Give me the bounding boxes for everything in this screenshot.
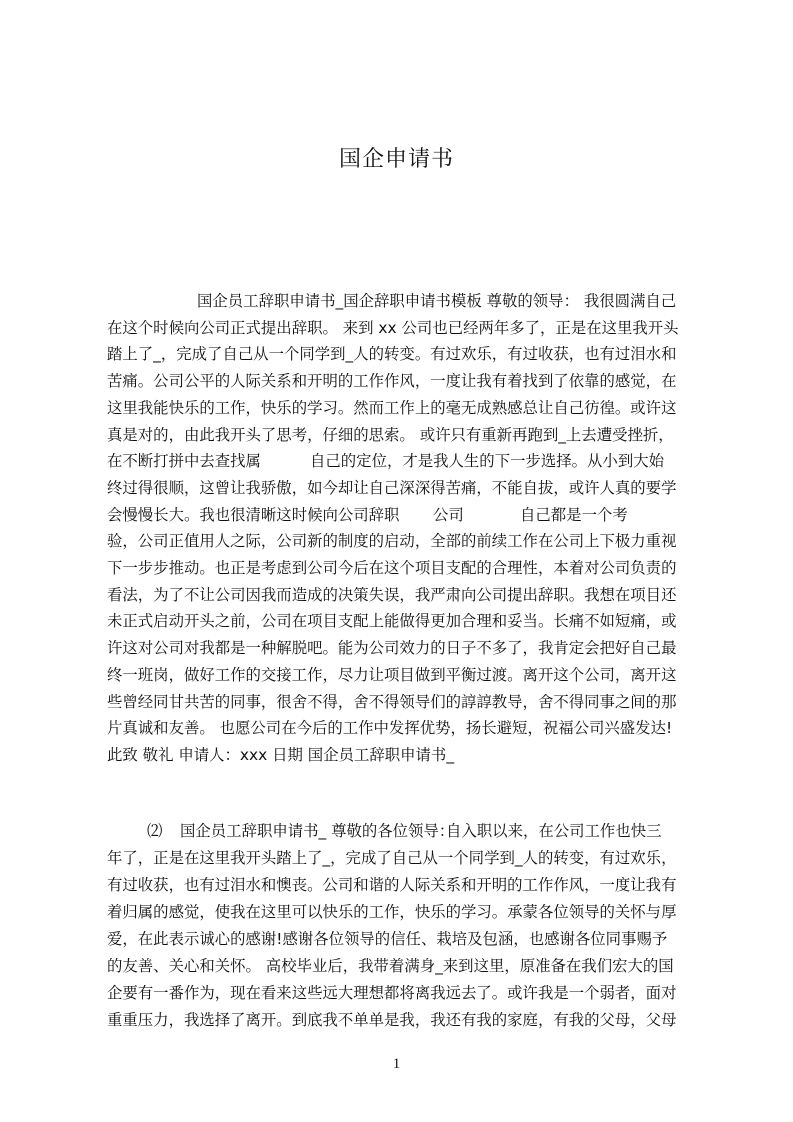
text-segment: 苦痛。公司公平的人际关系和开明的工作作风，一度让我有着找到了依靠的感觉，在: [107, 372, 677, 391]
section2-paragraph-line: [107, 955, 698, 977]
text-segment: 些曾经同甘共苦的同事，很舍不得，舍不得领导们的諄諄教导，舍不得同事之间的那: [107, 692, 677, 711]
section1-paragraph-line: [107, 664, 698, 686]
section2-paragraph-line: [107, 901, 698, 923]
text-segment: 在这个时候向公司正式提出辞职。 来到 xx 公司也已经两年多了，正是在这里我开头: [107, 318, 679, 337]
text-segment: 国企员工辞职申请书_国企辞职申请书模板 尊敬的领导： 我很圆满自己: [197, 292, 677, 310]
text-segment: 这里我能快乐的工作，快乐的学习。然而工作上的毫无成熟感总让自己彷徨。或许这: [107, 398, 677, 417]
text-segment: 真是对的，由此我开头了思考，仔细的思索。 或许只有重新再跑到_上去遭受挫折，: [107, 425, 674, 444]
section1-paragraph-line: [107, 343, 698, 365]
section1-paragraph-line: [107, 290, 698, 312]
text-segment: 看法，为了不让公司因我而造成的决策失误，我严肃向公司提出辞职。我想在项目还: [107, 585, 677, 604]
section1-paragraph-line: [107, 584, 698, 606]
section2-paragraph-line: [107, 874, 698, 896]
text-segment: 的友善、关心和关怀。 高校毕业后，我带着满身_来到这里，原准备在我们宏大的国: [107, 957, 674, 975]
section1-paragraph-line: [107, 477, 698, 499]
section1-paragraph-line: [107, 744, 698, 766]
text-segment: 自入职以来，在公司工作也快三: [446, 822, 662, 840]
section1-paragraph-line: [107, 717, 698, 739]
section1-paragraph-line: [107, 610, 698, 632]
text-segment: 会慢慢长大。我也很清晰这时候向公司辞职: [107, 505, 400, 524]
section2-paragraph-line: [107, 982, 698, 1004]
section1-paragraph-line: [107, 691, 698, 713]
text-segment: 在不断打拼中去查找属: [107, 452, 261, 471]
section1-paragraph-line: [107, 317, 698, 339]
section1-paragraph-line: [107, 450, 698, 472]
text-segment: 重重压力，我选择了离开。到底我不单单是我，我还有我的家庭，有我的父母，父母: [107, 1011, 677, 1029]
section1-paragraph-line: [107, 504, 698, 526]
section1-paragraph-line: [107, 530, 698, 552]
section2-paragraph-line: [107, 928, 698, 950]
section1-paragraph-line: [107, 424, 698, 446]
text-segment: 许这对公司对我都是一种解脱吧。能为公司效力的日子不多了，我肯定会把好自己最: [107, 639, 677, 658]
text-segment: 下一步步推动。也正是考虑到公司今后在这个项目支配的合理性，本着对公司负责的: [107, 559, 677, 577]
text-segment: 验，公司正值用人之际，公司新的制度的启动，全部的前续工作在公司上下极力重视: [107, 532, 677, 551]
text-segment: 片真诚和友善。 也愿公司在今后的工作中发挥优势，扬长避短，祝福公司兴盛发达!: [107, 719, 673, 738]
text-segment: ⑵: [147, 822, 163, 840]
text-segment: 有过收获，也有过泪水和懊丧。公司和谐的人际关系和开明的工作作风，一度让我有: [107, 876, 677, 894]
text-segment: 自己的定位，才是我人生的下一步选择。从小到大始: [310, 452, 664, 471]
text-segment: 企要有一番作为，现在看来这些远大理想都将离我远去了。或许我是一个弱者，面对: [107, 984, 677, 1002]
text-segment: 自己都是一个考: [520, 505, 628, 524]
page-number: 1: [392, 1056, 401, 1072]
section2-paragraph-line: [107, 1009, 698, 1031]
text-segment: 公司: [433, 505, 464, 524]
text-segment: 未正式启动开头之前，公司在项目支配上能做得更加合理和妥当。长痛不如短痛，或: [107, 612, 677, 631]
text-segment: 踏上了_，完成了自己从一个同学到_人的转变。有过欢乐，有过收获，也有过泪水和: [107, 345, 677, 364]
text-segment: 终过得很顺，这曾让我骄傲，如今却让自己深深得苦痛，不能自拔，或许人真的要学: [107, 478, 677, 497]
text-segment: 国企员工辞职申请书_ 尊敬的各位领导：: [180, 822, 455, 840]
section1-paragraph-line: [107, 557, 698, 579]
section2-paragraph-line: [107, 820, 698, 842]
text-segment: 此致 敬礼 申请人：xxx 日期 国企员工辞职申请书_: [107, 745, 455, 764]
section1-paragraph-line: [107, 397, 698, 419]
text-segment: 终一班岗，做好工作的交接工作，尽力让项目做到平衡过渡。离开这个公司，离开这: [107, 665, 677, 684]
text-segment: 年了，正是在这里我开头踏上了_，完成了自己从一个同学到_人的转变，有过欢乐，: [107, 849, 677, 867]
text-segment: 爱，在此表示诚心的感谢!感谢各位领导的信任、栽培及包涵，也感谢各位同事赐予: [107, 930, 668, 948]
document-title: 国企申请书: [338, 147, 454, 172]
text-segment: 着归属的感觉，使我在这里可以快乐的工作，快乐的学习。承蒙各位领导的关怀与厚: [107, 903, 677, 921]
section1-paragraph-line: [107, 637, 698, 659]
section2-paragraph-line: [107, 847, 698, 869]
section1-paragraph-line: [107, 370, 698, 392]
